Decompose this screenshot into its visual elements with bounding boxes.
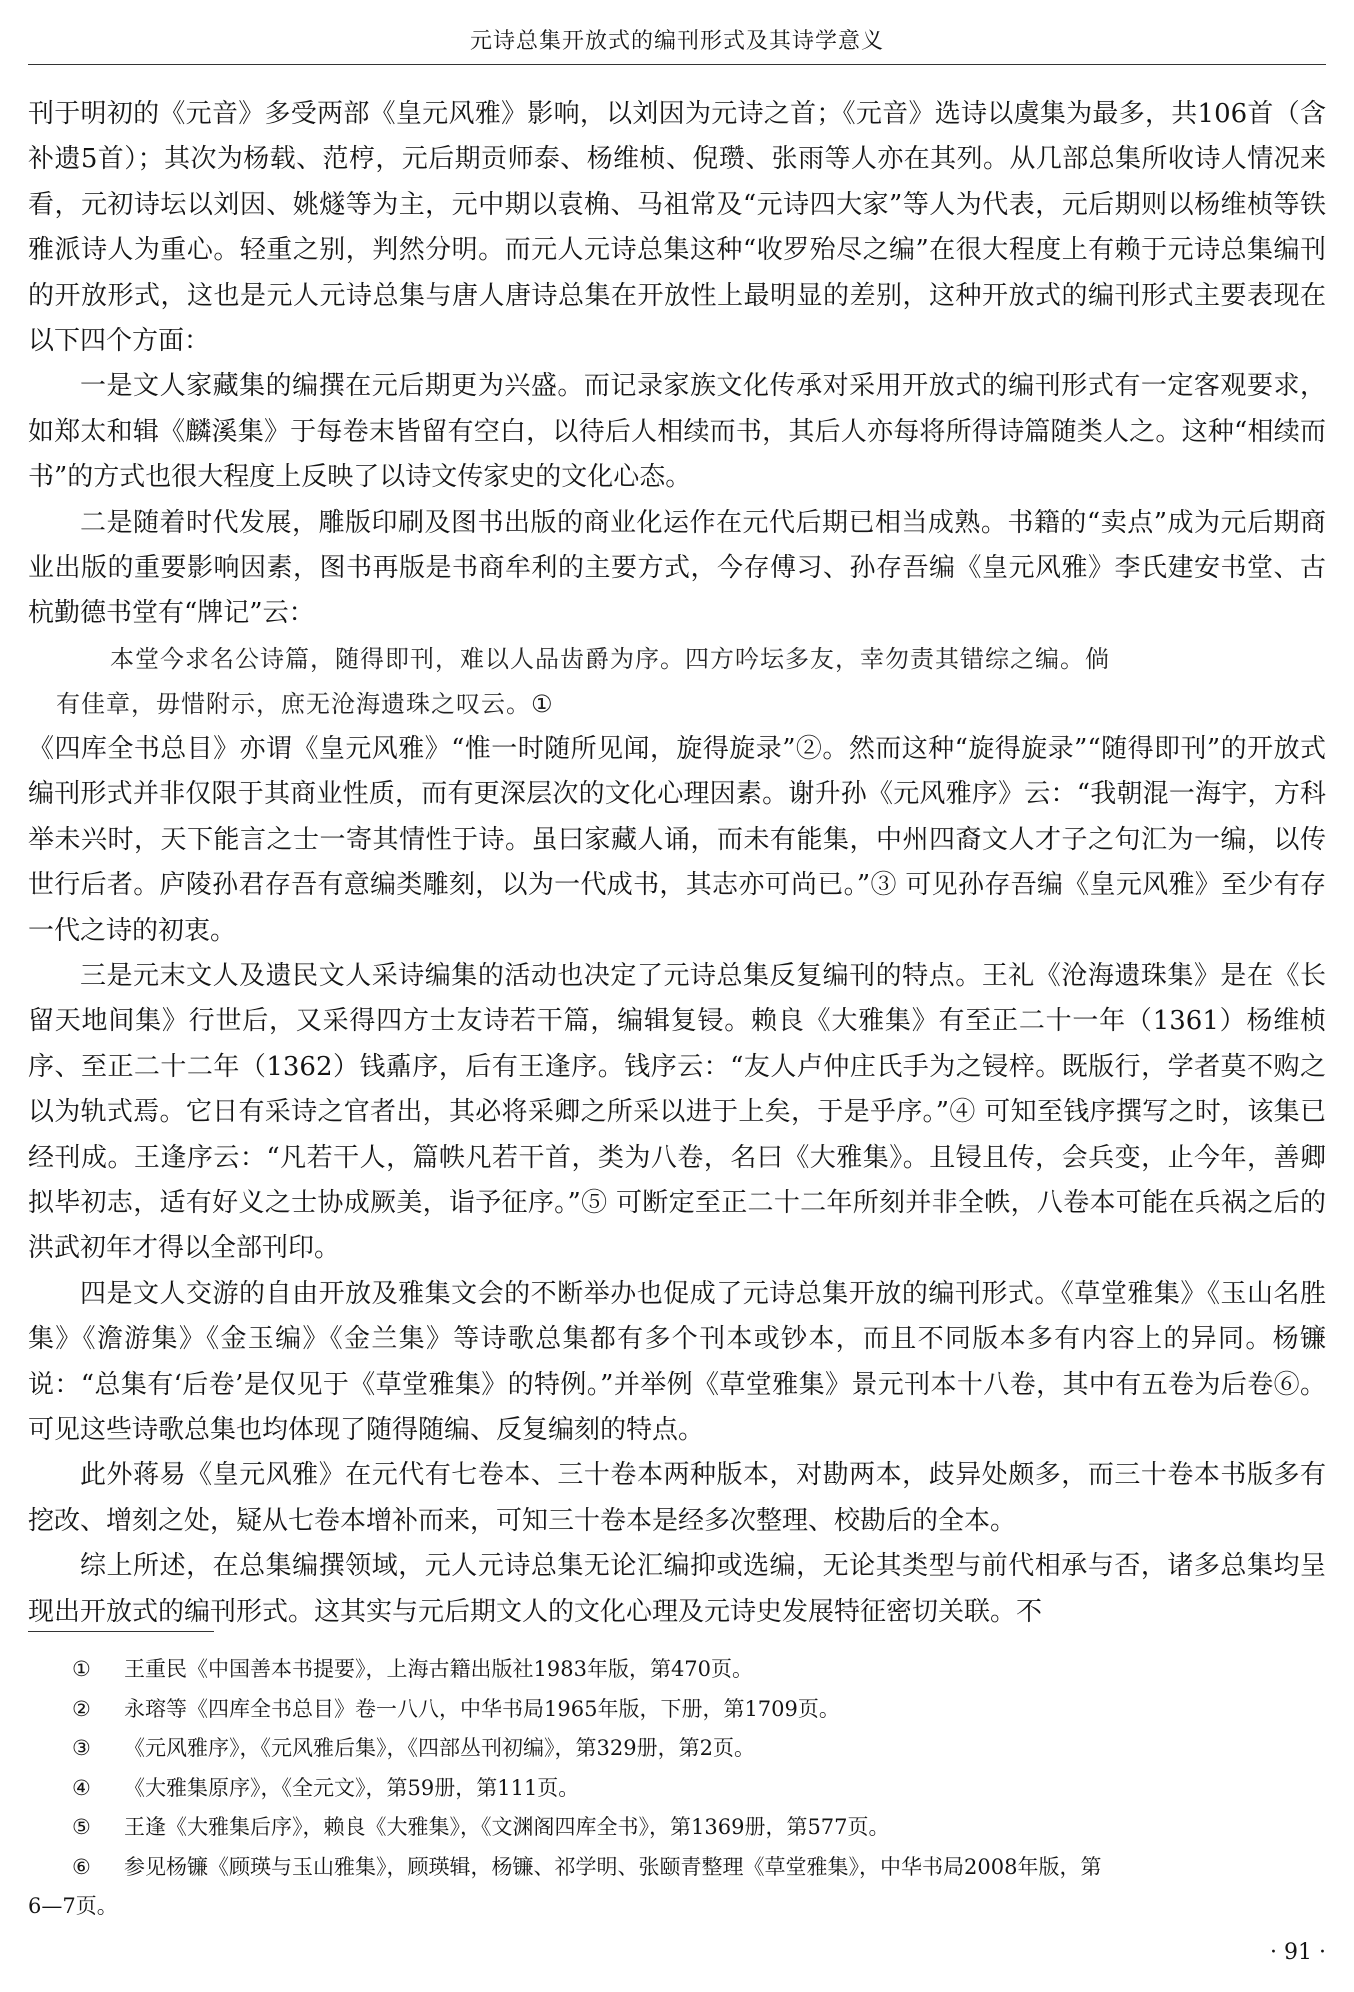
- paragraph-1: 刊于明初的《元音》多受两部《皇元风雅》影响，以刘因为元诗之首；《元音》选诗以虞集为最多，共106首（含补遗5首）；其次为杨载、范梈，元后期贡师泰、杨维桢、倪瓒、张雨等人亦在其列。从几部总集所收诗人情况来看，元初诗坛以刘因、姚燧等为主，元中期以袁桷、马祖常及“元诗四大家”等人为代表，元后期则以杨维桢等铁雅派诗人为重心。轻重之别，判然分明。而元人元诗总集这种“收罗殆尽之编”在很大程度上有赖于元诗总集编刊的开放形式，这也是元人元诗总集与唐人唐诗总集在开放性上最明显的差别，这种开放式的编刊形式主要表现在以下四个方面：: [28, 99, 1326, 357]
- footnote-mark: ①: [72, 1657, 91, 1681]
- footnote-text: 参见杨镰《顾瑛与玉山雅集》，顾瑛辑，杨镰、祁学明、张颐青整理《草堂雅集》，中华书局2008年版，第: [124, 1854, 1102, 1879]
- footnote-5: [28, 1808, 1326, 1848]
- paragraph-2: 一是文人家藏集的编撰在元后期更为兴盛。而记录家族文化传承对采用开放式的编刊形式有一定客观要求，如郑太和辑《麟溪集》于每卷末皆留有空白，以待后人相续而书，其后人亦每将所得诗篇随类人之。这种“相续而书”的方式也很大程度上反映了以诗文传家史的文化心态。: [28, 371, 1326, 493]
- paragraph-3: 二是随着时代发展，雕版印刷及图书出版的商业化运作在元代后期已相当成熟。书籍的“卖点”成为元后期商业出版的重要影响因素，图书再版是书商牟利的主要方式，今存傅习、孙存吾编《皇元风雅》李氏建安书堂、古杭勤德书堂有“牌记”云：: [28, 507, 1326, 629]
- footnote-1: [28, 1650, 1326, 1690]
- footnotes: [28, 1650, 1326, 1927]
- footnote-text: 《大雅集原序》，《全元文》，第59册，第111页。: [124, 1775, 580, 1800]
- block-quote-line-1: 本堂今求名公诗篇，随得即刊，难以人品齿爵为序。四方吟坛多友，幸勿责其错综之编。倘: [110, 644, 1110, 673]
- footnote-6: [28, 1848, 1326, 1888]
- footnote-mark: ③: [72, 1736, 91, 1760]
- paragraph-5: 三是元末文人及遗民文人采诗编集的活动也决定了元诗总集反复编刊的特点。王礼《沧海遗珠集》是在《长留天地间集》行世后，又采得四方士友诗若干篇，编辑复锓。赖良《大雅集》有至正二十一年（1361）杨维桢序、至正二十二年（1362）钱鼒序，后有王逢序。钱序云：“友人卢仲庄氏手为之锓梓。既版行，学者莫不购之以为轨式焉。它日有采诗之官者出，其必将采卿之所采以进于上矣，于是乎序。”④ 可知至钱序撰写之时，该集已经刊成。王逢序云：“凡若干人，篇帙凡若干首，类为八卷，名曰《大雅集》。且锓且传，会兵变，止今年，善卿拟毕初志，适有好义之士协成厥美，诣予征序。”⑤ 可断定至正二十二年所刻并非全帙，八卷本可能在兵祸之后的洪武初年才得以全部刊印。: [28, 960, 1326, 1264]
- footnote-mark: ⑤: [72, 1815, 91, 1839]
- footnote-4: [28, 1769, 1326, 1809]
- footnote-text: 《元风雅序》，《元风雅后集》，《四部丛刊初编》，第329册，第2页。: [124, 1736, 755, 1760]
- footnote-mark: ⑥: [72, 1854, 91, 1879]
- footnote-text: 王重民《中国善本书提要》，上海古籍出版社1983年版，第470页。: [124, 1657, 754, 1681]
- paragraph-6: 四是文人交游的自由开放及雅集文会的不断举办也促成了元诗总集开放的编刊形式。《草堂雅集》《玉山名胜集》《澹游集》《金玉编》《金兰集》等诗歌总集都有多个刊本或钞本，而且不同版本多有内容上的异同。杨镰说：“总集有‘后卷’是仅见于《草堂雅集》的特例。”并举例《草堂雅集》景元刊本十八卷，其中有五卷为后卷⑥。可见这些诗歌总集也均体现了随得随编、反复编刻的特点。: [28, 1278, 1326, 1445]
- footnote-mark: ②: [72, 1696, 91, 1721]
- footnote-text: 永瑢等《四库全书总目》卷一八八，中华书局1965年版，下册，第1709页。: [124, 1696, 840, 1721]
- paragraph-7: 此外蒋易《皇元风雅》在元代有七卷本、三十卷本两种版本，对勘两本，歧异处颇多，而三十卷本书版多有挖改、增刻之处，疑从七卷本增补而来，可知三十卷本是经多次整理、校勘后的全本。: [28, 1460, 1326, 1536]
- footnote-mark: ④: [72, 1775, 91, 1800]
- paragraph-8: 综上所述，在总集编撰领域，元人元诗总集无论汇编抑或选编，无论其类型与前代相承与否，诸多总集均呈现出开放式的编刊形式。这其实与元后期文人的文化心理及元诗史发展特征密切关联。不: [28, 1551, 1326, 1627]
- footnote-3: [28, 1729, 1326, 1769]
- paragraph-4: 《四库全书总目》亦谓《皇元风雅》“惟一时随所见闻，旋得旋录”②。然而这种“旋得旋录”“随得即刊”的开放式编刊形式并非仅限于其商业性质，而有更深层次的文化心理因素。谢升孙《元风雅序》云：“我朝混一海宇，方科举未兴时，天下能言之士一寄其情性于诗。虽曰家藏人诵，而未有能集，中州四裔文人才子之句汇为一编，以传世行后者。庐陵孙君存吾有意编类雕刻，以为一代成书，其志亦可尚已。”③ 可见孙存吾编《皇元风雅》至少有存一代之诗的初衷。: [28, 733, 1326, 946]
- footnote-2: [28, 1690, 1326, 1730]
- page-number: · 91 ·: [1270, 1940, 1326, 1965]
- footnote-6-continuation: 6—7页。: [28, 1894, 118, 1918]
- header-rule: [28, 64, 1326, 65]
- article-body: [28, 92, 1326, 1635]
- footnote-text: 王逢《大雅集后序》，赖良《大雅集》，《文渊阁四库全书》，第1369册，第577页。: [124, 1815, 890, 1839]
- running-title: 元诗总集开放式的编刊形式及其诗学意义: [469, 29, 884, 54]
- footnote-rule: [28, 1631, 214, 1632]
- block-quote-line-2: 有佳章，毋惜附示，庶无沧海遗珠之叹云。①: [56, 689, 554, 718]
